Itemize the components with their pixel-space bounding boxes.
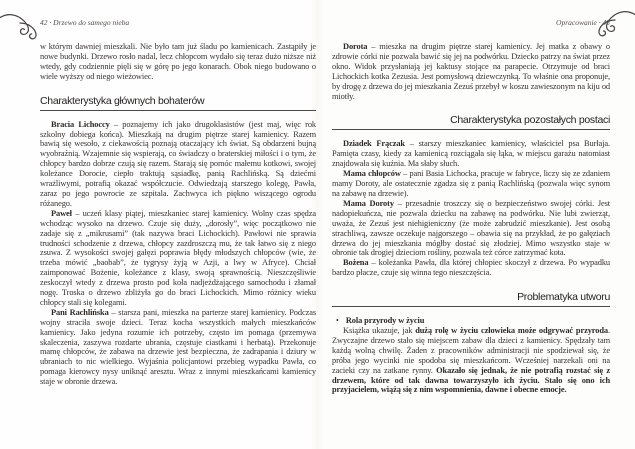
theme-text-plain: . Zwyczajne drzewo stało się miejscem zabaw dla dzieci z kamienicy. Spędzały tam każdą wolną chwilę. Żaden z pracowników administracji nie spodziewał się, że próba jego wycinki nie spodoba się mieszkańcom. Wcześniej narzekali oni na zacieki czy na zatkane rynny. — [332, 326, 610, 375]
section-other-characters — [332, 114, 610, 130]
character-name: Bożena — [343, 258, 369, 268]
section-themes — [332, 291, 610, 307]
bullet-icon: • — [336, 316, 339, 326]
character-paragraph-pawel — [40, 209, 316, 308]
character-description: – uczeń klasy piątej, mieszkaniec starej kamienicy. Wolny czas spędza wchodząc wysoko na drzewo. Czuje się duży, „dorosły”, więc początkowo nie zadaje się z „mikrusami” (tak nazywa braci Lichockich). Pawłowi nie sprawia trudności schodzenie z drzewa, chłopcy zazdroszczą mu, że tak łatwo się z niego zsuwa. Z wysokości swojej gałęzi poprawia błędy młodszych chłopców (wie, że trzeba mówić „baobab”, że tygrysy żyją w Azji, a lwy w Afryce). Chciał zaimponować Bożenie, koleżance z klasy, swoją sprawnością. Nieszczęśliwie zeskoczył wtedy z drzewa prosto pod koła nadjeżdżającego samochodu i złamał nogę. Troska o drzewo zbliżyła go do braci Lichockich. Mimo różnicy wieku chłopcy stali się kolegami. — [40, 208, 317, 307]
left-page — [40, 18, 316, 387]
theme-text-bold: dużą rolę w życiu człowieka może odgrywać przyroda — [415, 326, 608, 336]
character-paragraph-bracia — [40, 120, 316, 209]
section-title-main-characters: Charakterystyka głównych bohaterów — [40, 95, 316, 111]
right-page — [332, 18, 610, 395]
character-paragraph-mama-chlopcow — [332, 169, 610, 199]
character-name: Mama chłopców — [343, 169, 401, 179]
character-name: Dziadek Frączak — [343, 139, 405, 149]
intro-paragraph: w którym dawniej mieszkali. Nie było tam już śladu po kamienicach. Zastąpiły je nowe budynki. Drzewo rosło nadal, lecz chłopcom wydało się teraz dużo niższe niż wtedy, gdy codziennie pięli się w górę po jego konarach. Obok niego budowano o wiele wyższy od niego wieżowiec. — [40, 42, 316, 81]
character-name: Mama Doroty — [343, 198, 394, 208]
left-running-head: 42 · Drzewo do samego nieba — [40, 18, 130, 27]
theme-paragraph — [332, 326, 610, 395]
character-description: – poznajemy ich jako drugoklasistów (jest maj, więc rok szkolny dobiega końca). Mieszkają na drugim piętrze starej kamienicy. Razem bawią się wesoło, z ciekawością poznają otaczający ich świat. Są obdarzeni bujną wyobraźnią. Wzajemnie się wspierają, co świadczy o braterskiej miłości i o tym, że chłopcy bardzo dobrze czują się razem. Starają się pomóc małemu kotkowi, swojej koleżance Dorocie, ciepło traktują sąsiadkę, panią Rachlińską. Są dziećmi wrażliwymi, potrafią okazać współczucie. Odwiedzają starszego kolegę, Pawła, zaraz po jego powrocie ze szpitala. Zachwyca ich piękno wiszącego ogrodu różanego. — [40, 119, 316, 208]
character-paragraph-dorota — [332, 42, 610, 101]
character-paragraph-rachlinska — [40, 308, 316, 387]
character-description: – koleżanka Pawła, dla której chłopiec skoczył z drzewa. Po wypadku bardzo płacze, czuje się winna tego nieszczęścia. — [332, 258, 610, 278]
theme-text-bold: Okazało się jednak, że nie potrafią rozstać się z drzewem, które od tak dawna towarzyszyło ich życiu. Stało się ono ich przyjacielem, wiążą się z nim wspomnienia, dawne i obecne emocje. — [332, 365, 610, 395]
theme-bullet-title: Rola przyrody w życiu — [345, 316, 425, 326]
character-paragraph-mama-doroty — [332, 199, 610, 258]
character-name: Pani Rachlińska — [51, 307, 109, 317]
section-title-themes: Problematyka utworu — [332, 291, 610, 307]
character-paragraph-bozena — [332, 258, 610, 278]
character-name: Bracia Lichoccy — [51, 119, 110, 129]
section-title-other-characters: Charakterystyka pozostałych postaci — [332, 114, 610, 130]
corner-flourish-icon — [0, 11, 44, 48]
character-paragraph-fraczak — [332, 139, 610, 169]
character-description: – pani Basia Lichocka, pracuje w fabryce, liczy się ze zdaniem mamy Doroty, ale ostatecznie zgadza się z panią Rachlińską (pozwala więc synom na zabawę na drzewie). — [332, 169, 610, 198]
character-name: Dorota — [343, 42, 368, 51]
character-description: – starszy mieszkaniec kamienicy, właściciel psa Burłaja. Pamięta czasy, kiedy za kamienicą rozciągała się łąka, w miejscu garażu natomiast znajdowała się kuźnia. Ma słaby słuch. — [332, 139, 610, 169]
section-main-characters — [40, 95, 316, 111]
character-description: – starsza pani, mieszka na parterze starej kamienicy. Podczas wojny straciła swoje dzieci. Teraz kocha wszystkich małych mieszkańców kamienicy. Jako jedyna rozumie ich potrzeby, często im pomaga (przemywa skaleczenia, zaszywa rozdarte ubrania, częstuje ciastkami i herbatą). Przekonuje mamę chłopców, że zabawa na drzewie jest bezpieczna, że zadrapania i dziury w ubraniach to nic wielkiego. Wyjaśnia policjantowi przebieg wypadku Pawła, co pomaga kierowcy nysy uniknąć aresztu. Wraz z innymi mieszkańcami kamienicy staje w obronie drzewa. — [40, 307, 316, 387]
character-description: – przesadnie troszczy się o bezpieczeństwo swojej córki. Jest nadopiekuńcza, nie pozwala dziecku na zabawę na podwórku. Nie lubi zwierząt, uważa, że Zezuś jest niehigieniczny (że może zabrudzić mieszkanie). Jest osobą strachliwą, zawsze oczekuje najgorszego – obawia się na przykład, że po gałęziach drzewa do jej mieszkania mógłby dostać się złodziej. Mimo wszystko staje w obronie tak drogiej dzieciom rośliny, pozwala też córce zatrzymać kota. — [332, 198, 610, 258]
theme-bullet-item — [332, 316, 610, 326]
character-description: – mieszka na drugim piętrze starej kamienicy. Jej matka z obawy o zdrowie córki nie pozwala bawić się jej na podwórku. Dziecko patrzy na świat przez okno. Widok przysłaniają jej kaktusy stojące na parapecie. Otrzymuje od braci Lichockich kotka Zezusia. Jest pomysłową dziewczynką. To właśnie ona proponuje, by drogę z drzewa do jej mieszkania Zezuś przebył w koszu zawieszonym na kiju od miotły. — [332, 42, 610, 101]
character-name: Paweł — [51, 208, 72, 218]
theme-text-plain: Książka ukazuje, jak — [343, 326, 416, 336]
right-running-head: Opracowanie · 43 — [556, 18, 610, 27]
